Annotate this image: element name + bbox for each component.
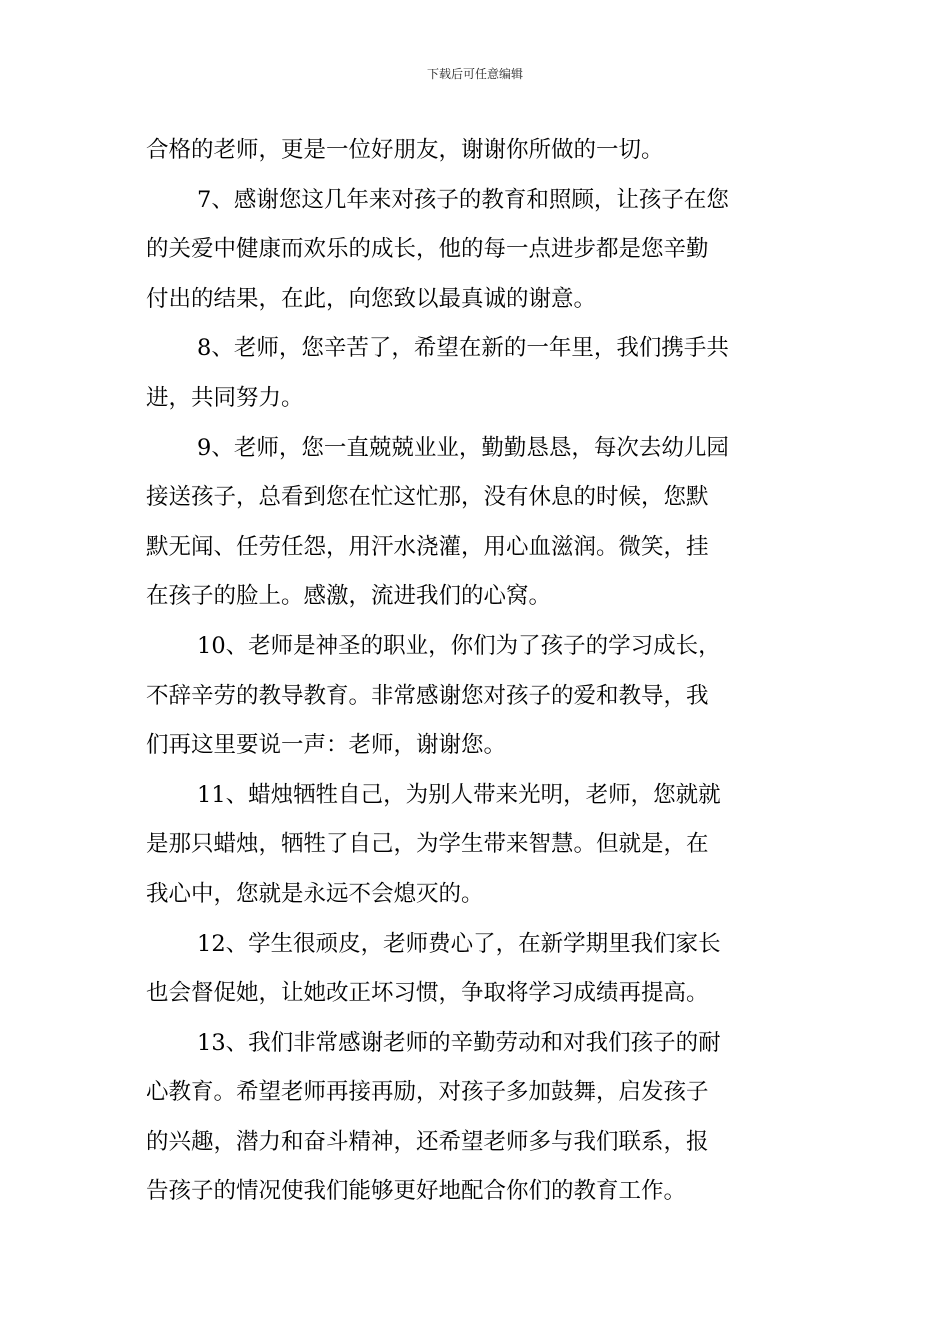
text-line: 付出的结果，在此，向您致以最真诚的谢意。 xyxy=(146,285,597,312)
text-line: 的兴趣，潜力和奋斗精神，还希望老师多与我们联系，报 xyxy=(146,1128,709,1155)
text-line: 11、蜡烛牺牲自己，为别人带来光明，老师，您就就 xyxy=(197,781,721,808)
paragraph-item-12 xyxy=(146,920,806,1019)
page-header: 下载后可任意编辑 xyxy=(426,67,523,81)
paragraph-item-9 xyxy=(146,424,806,622)
text-line: 13、我们非常感谢老师的辛勤劳动和对我们孩子的耐 xyxy=(197,1029,721,1056)
paragraph-item-11 xyxy=(146,771,806,920)
text-line: 也会督促她，让她改正坏习惯，争取将学习成绩再提高。 xyxy=(146,980,709,1007)
text-line: 是那只蜡烛，牺牲了自己，为学生带来智慧。但就是，在 xyxy=(146,831,709,858)
document-body xyxy=(146,126,806,1217)
paragraph-item-13 xyxy=(146,1019,806,1217)
paragraph-continuation xyxy=(146,126,806,176)
text-line: 合格的老师，更是一位好朋友，谢谢你所做的一切。 xyxy=(146,137,664,163)
paragraph-item-10 xyxy=(146,622,806,771)
text-line: 的关爱中健康而欢乐的成长，他的每一点进步都是您辛勤 xyxy=(146,236,709,263)
text-line: 8、老师，您辛苦了，希望在新的一年里，我们携手共 xyxy=(197,335,729,362)
text-line: 7、感谢您这几年来对孩子的教育和照顾，让孩子在您 xyxy=(197,186,729,213)
text-line: 告孩子的情况使我们能够更好地配合你们的教育工作。 xyxy=(146,1178,687,1205)
paragraph-item-8 xyxy=(146,324,806,423)
text-line: 心教育。希望老师再接再励，对孩子多加鼓舞，启发孩子 xyxy=(146,1079,709,1106)
text-line: 我心中，您就是永远不会熄灭的。 xyxy=(146,880,484,907)
text-line: 不辞辛劳的教导教育。非常感谢您对孩子的爱和教导，我 xyxy=(146,682,709,709)
paragraph-item-7 xyxy=(146,176,806,325)
text-line: 们再这里要说一声：老师，谢谢您。 xyxy=(146,732,507,759)
text-line: 接送孩子，总看到您在忙这忙那，没有休息的时候，您默 xyxy=(146,484,709,511)
text-line: 在孩子的脸上。感激，流进我们的心窝。 xyxy=(146,583,552,610)
text-line: 12、学生很顽皮，老师费心了，在新学期里我们家长 xyxy=(197,930,721,957)
text-line: 10、老师是神圣的职业，你们为了孩子的学习成长， xyxy=(197,632,721,659)
text-line: 默无闻、任劳任怨，用汗水浇灌，用心血滋润。微笑，挂 xyxy=(146,533,709,560)
text-line: 进，共同努力。 xyxy=(146,384,304,411)
text-line: 9、老师，您一直兢兢业业，勤勤恳恳，每次去幼儿园 xyxy=(197,434,729,461)
